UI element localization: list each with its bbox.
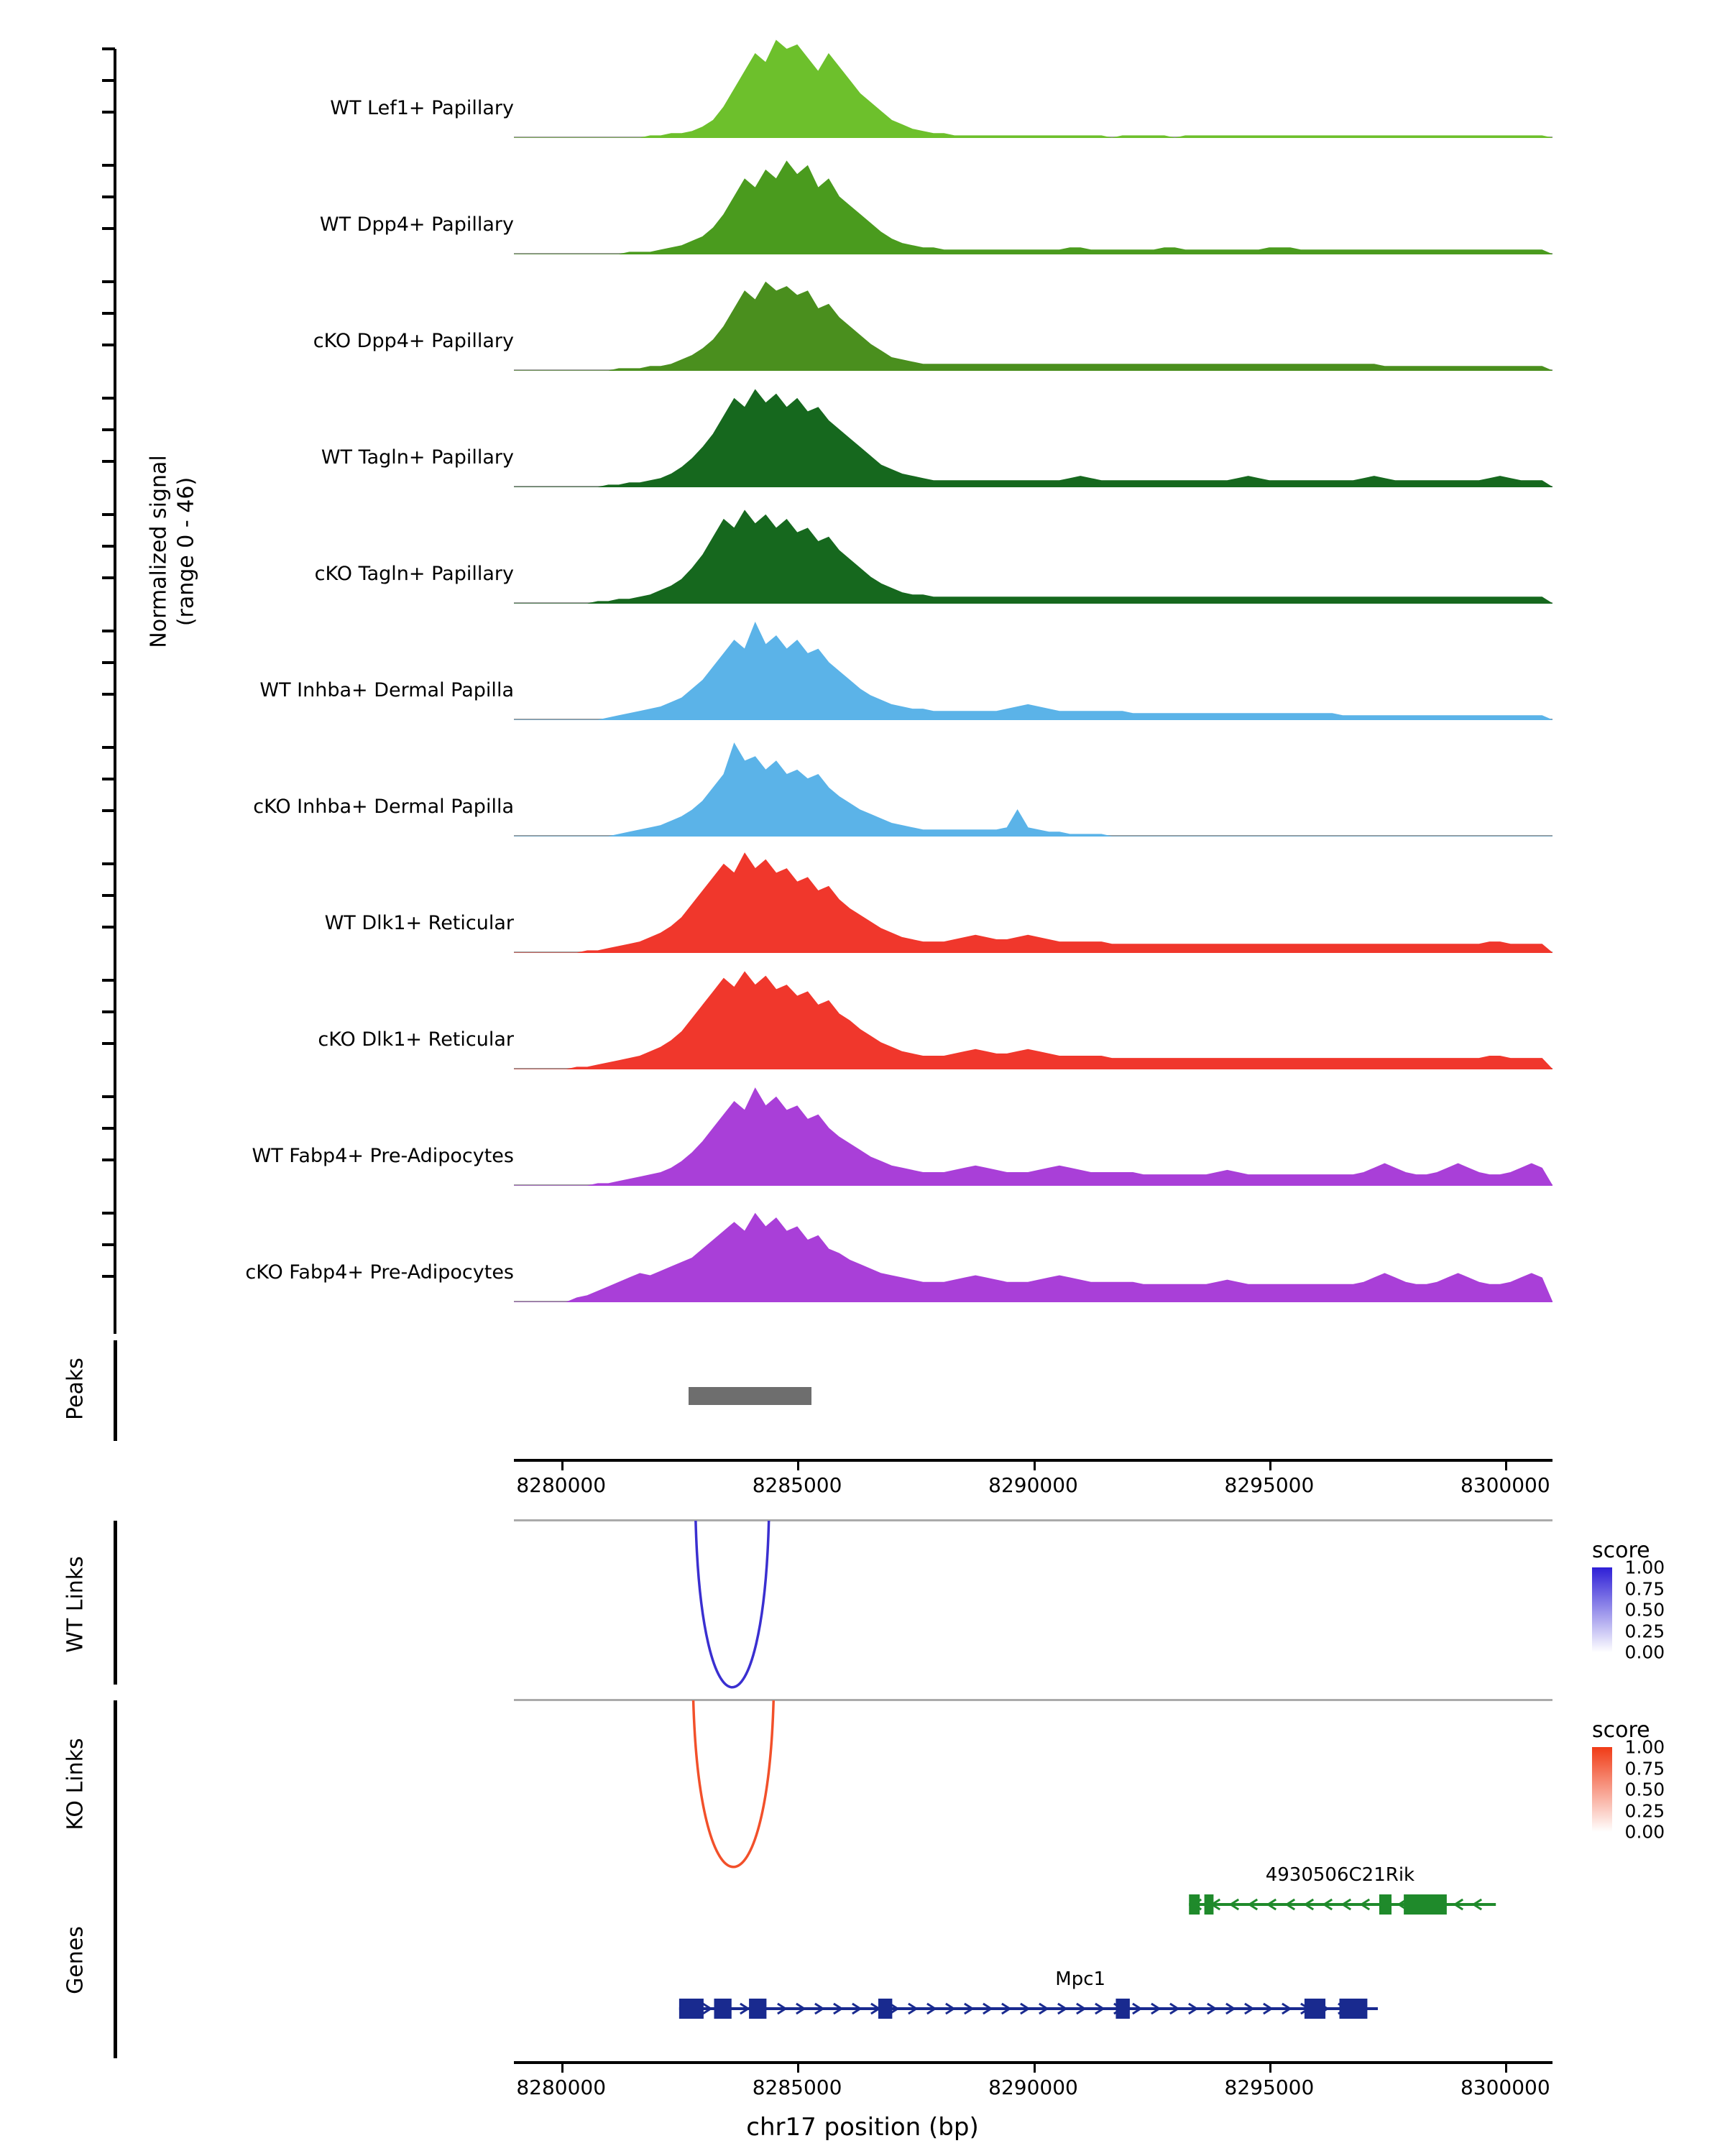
coverage-track-label: WT Dlk1+ Reticular [324, 912, 514, 934]
coverage-track [0, 959, 1725, 1075]
coverage-signal [514, 1200, 1552, 1302]
legend-tick-label: 0.75 [1624, 1578, 1665, 1599]
wt-legend-ticks [1624, 1557, 1690, 1663]
gene-exon [1189, 1894, 1200, 1915]
axis-tick [1269, 1462, 1271, 1470]
legend-tick-label: 0.50 [1624, 1599, 1665, 1621]
gene-exon [749, 1999, 766, 2019]
coverage-track-label: cKO Tagln+ Papillary [314, 563, 514, 585]
gene-exon [1305, 1999, 1325, 2019]
axis-tick [1269, 2064, 1271, 2073]
axis-tick [1505, 2064, 1507, 2073]
gene-exon [878, 1999, 892, 2019]
ko-links-arcs [514, 1696, 1552, 1869]
coverage-signal [514, 967, 1552, 1069]
legend-tick-label: 0.75 [1624, 1758, 1665, 1779]
coverage-track [0, 260, 1725, 377]
coverage-signal [514, 734, 1552, 837]
axis-tick [797, 1462, 799, 1470]
legend-tick-label: 0.00 [1624, 1821, 1665, 1843]
coverage-signal [514, 269, 1552, 371]
peaks-spine [114, 1340, 117, 1441]
coverage-track [0, 726, 1725, 842]
ko-links-section [0, 1696, 1725, 1869]
wt-legend-gradient [1592, 1567, 1612, 1652]
coverage-track-label: cKO Fabp4+ Pre-Adipocytes [245, 1261, 514, 1284]
axis-tick [561, 1462, 564, 1470]
coverage-track [0, 1192, 1725, 1308]
axis-tick-label: 8290000 [988, 1473, 1078, 1497]
coverage-signal [514, 502, 1552, 604]
coverage-signal [514, 618, 1552, 720]
gene-exon [1404, 1894, 1447, 1915]
ko-links-legend [1592, 1718, 1690, 1843]
legend-tick-label: 0.25 [1624, 1621, 1665, 1641]
coverage-signal [514, 385, 1552, 487]
coverage-signal [514, 851, 1552, 953]
axis-tick [797, 2064, 799, 2073]
coverage-tracks-section [0, 22, 1725, 1315]
gene-label: 4930506C21Rik [1265, 1864, 1415, 1886]
ko-legend-gradient [1592, 1747, 1612, 1832]
ko-legend-title: score [1592, 1718, 1650, 1743]
coverage-track [0, 1075, 1725, 1192]
link-arc [694, 1700, 774, 1867]
axis-tick-label: 8300000 [1460, 1473, 1550, 1497]
coverage-signal [514, 152, 1552, 254]
coverage-track-label: cKO Dpp4+ Papillary [313, 330, 514, 352]
peaks-section [0, 1333, 1725, 1462]
genes-spine [114, 1864, 117, 2058]
axis-tick [1034, 1462, 1036, 1470]
axis-tick-label: 8290000 [988, 2076, 1078, 2099]
peaks-label: Peaks [63, 1358, 88, 1420]
ko-links-spine [114, 1700, 117, 1864]
ko-links-label: KO Links [63, 1738, 88, 1830]
gene-exon [1116, 1999, 1129, 2019]
axis-top [0, 1459, 1725, 1509]
coverage-track-label: WT Fabp4+ Pre-Adipocytes [252, 1145, 514, 1167]
axis-tick-label: 8295000 [1224, 1473, 1315, 1497]
peak-region [689, 1387, 811, 1405]
coverage-track [0, 493, 1725, 609]
genes-section [0, 1861, 1725, 2156]
coverage-track [0, 144, 1725, 260]
axis-tick [1034, 2064, 1036, 2073]
gene-exon [714, 1999, 731, 2019]
wt-links-label: WT Links [63, 1556, 88, 1653]
wt-links-arcs [514, 1516, 1552, 1689]
genes-label: Genes [63, 1926, 88, 1994]
axis-tick-label: 8280000 [516, 1473, 607, 1497]
gene-exon [679, 1999, 704, 2019]
coverage-track-label: WT Dpp4+ Papillary [319, 213, 514, 236]
axis-tick [561, 2064, 564, 2073]
axis-tick-label: 8280000 [516, 2076, 607, 2099]
gene-exon [1340, 1999, 1368, 2019]
coverage-track [0, 609, 1725, 726]
axis-tick-label: 8285000 [752, 1473, 842, 1497]
coverage-track [0, 377, 1725, 493]
wt-legend-title: score [1592, 1538, 1650, 1563]
y-axis-label-line2: (range 0 - 46) [173, 476, 198, 627]
legend-tick-label: 0.50 [1624, 1779, 1665, 1800]
coverage-signal [514, 1084, 1552, 1186]
wt-links-spine [114, 1521, 117, 1685]
axis-tick-label: 8300000 [1460, 2076, 1550, 2099]
coverage-track-label: WT Lef1+ Papillary [330, 97, 514, 119]
axis-tick-label: 8295000 [1224, 2076, 1315, 2099]
wt-links-legend [1592, 1538, 1690, 1663]
legend-tick-label: 1.00 [1624, 1557, 1665, 1578]
coverage-track-label: WT Inhba+ Dermal Papilla [259, 679, 514, 701]
legend-tick-label: 0.00 [1624, 1641, 1665, 1663]
gene-exon [1205, 1894, 1214, 1915]
y-axis-label-line1: Normalized signal [146, 455, 172, 648]
x-axis-title: chr17 position (bp) [746, 2113, 979, 2142]
ko-legend-ticks [1624, 1736, 1690, 1843]
link-arc [696, 1521, 769, 1687]
coverage-track-label: WT Tagln+ Papillary [321, 446, 514, 469]
legend-tick-label: 1.00 [1624, 1736, 1665, 1758]
axis-tick-label: 8285000 [752, 2076, 842, 2099]
coverage-track-label: cKO Inhba+ Dermal Papilla [253, 796, 514, 818]
gene-label: Mpc1 [1055, 1968, 1106, 1990]
axis-tick [1505, 1462, 1507, 1470]
coverage-track-label: cKO Dlk1+ Reticular [318, 1028, 514, 1051]
gene-models [514, 1861, 1552, 2063]
coverage-track [0, 27, 1725, 144]
gene-exon [1379, 1894, 1392, 1915]
coverage-track [0, 842, 1725, 959]
wt-links-section [0, 1516, 1725, 1689]
coverage-signal [514, 36, 1552, 138]
legend-tick-label: 0.25 [1624, 1800, 1665, 1821]
